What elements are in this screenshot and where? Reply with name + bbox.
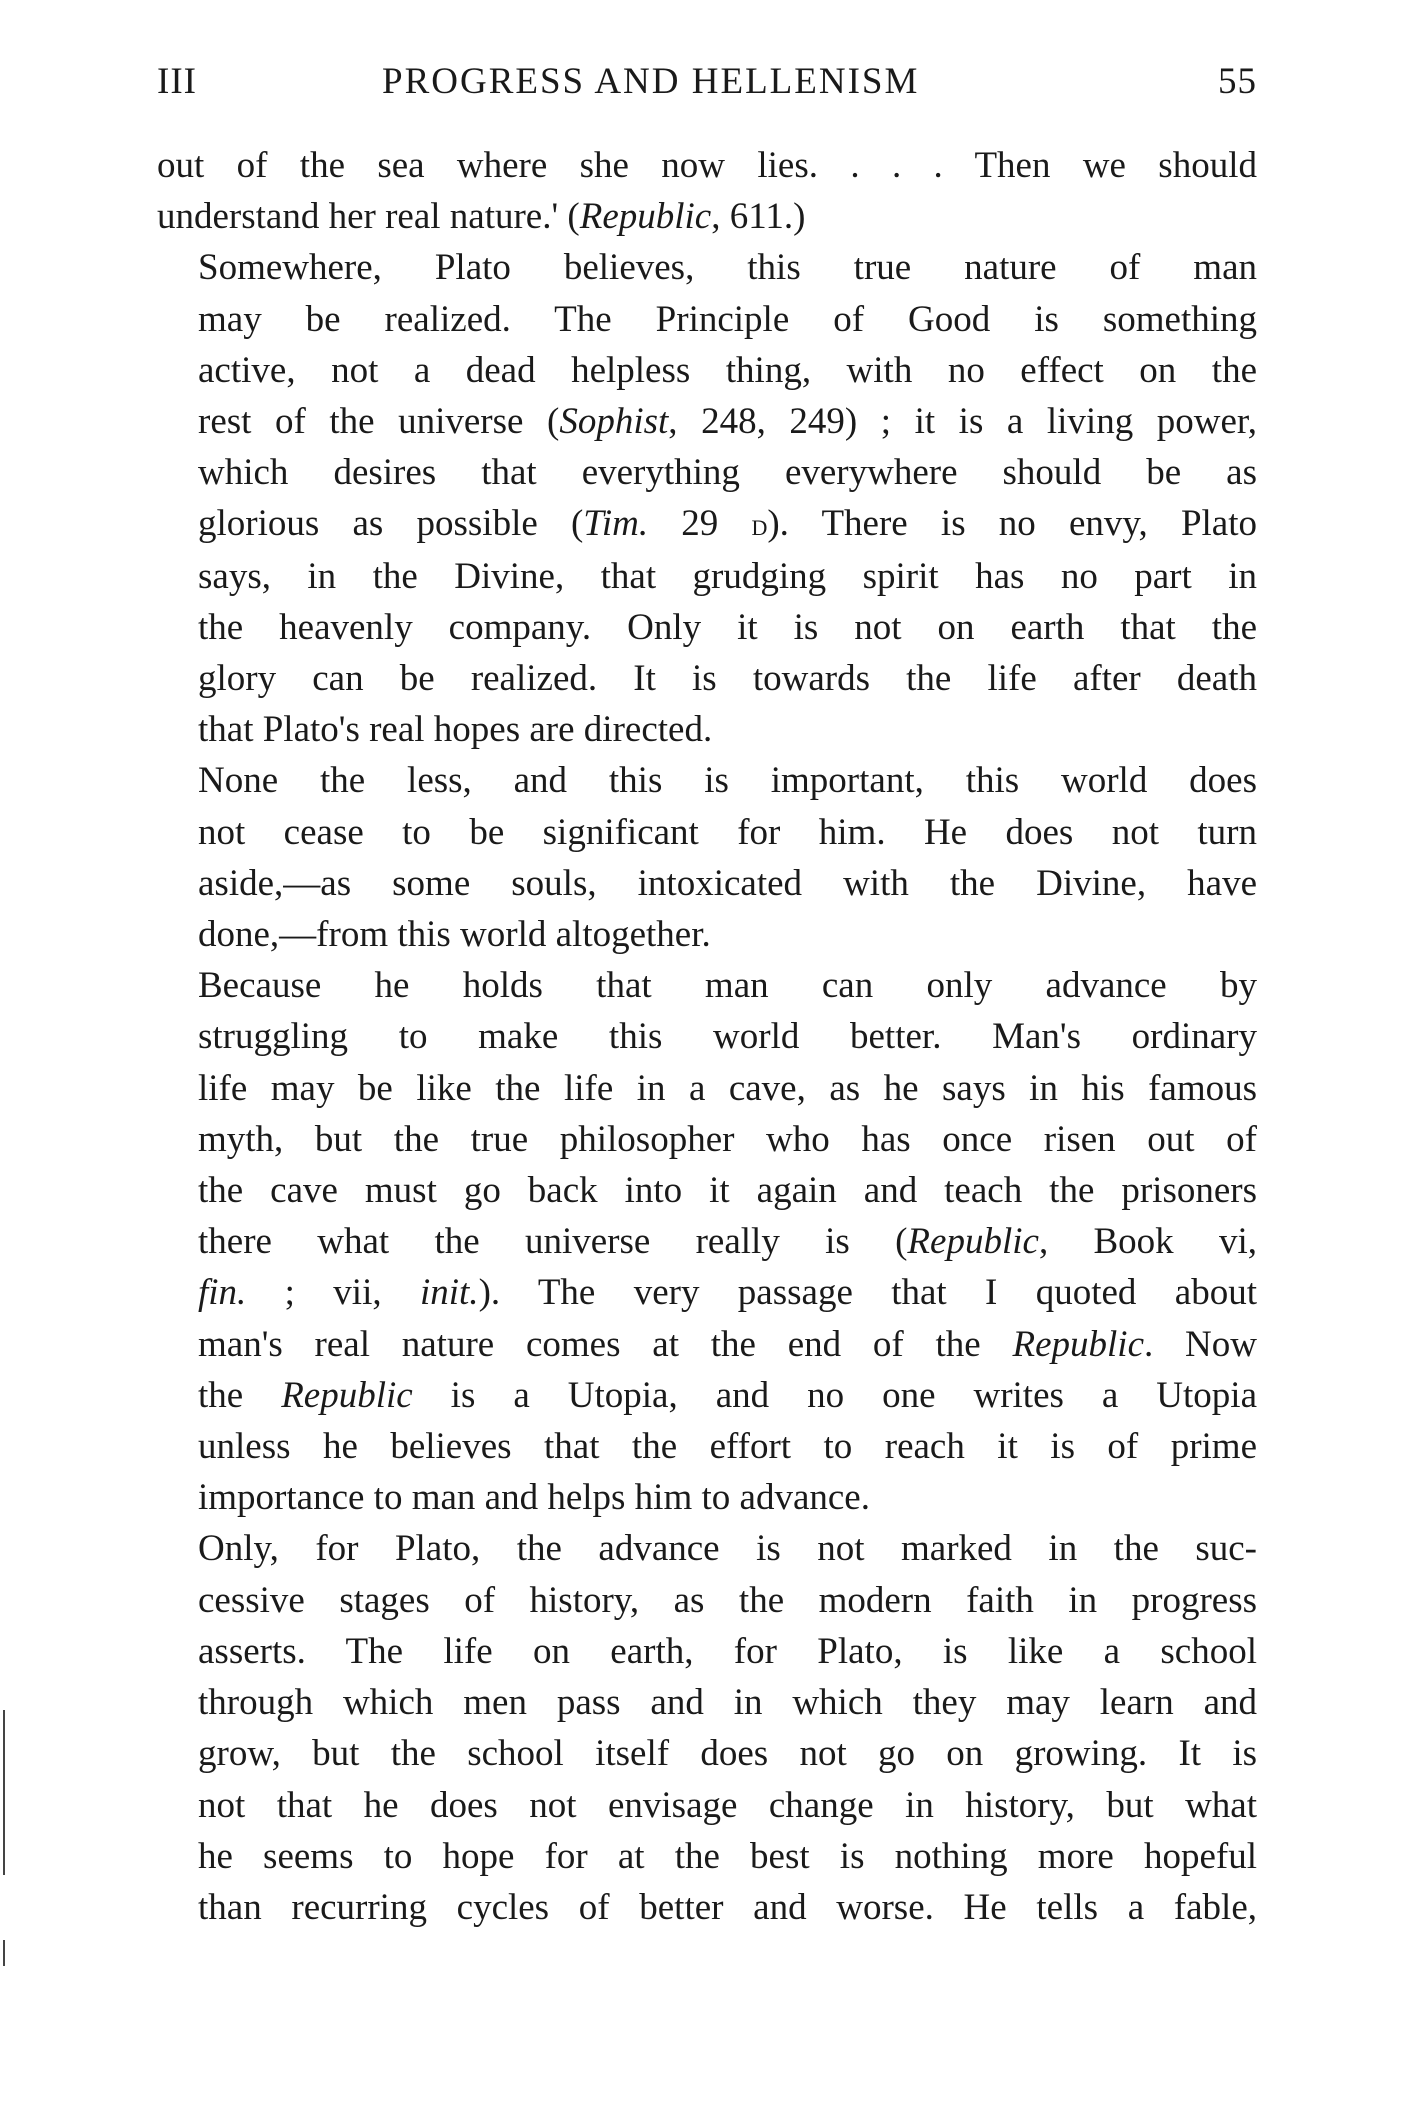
text-line: glory can be realized. It is towards the life after death: [198, 658, 1257, 700]
text-line: there what the universe really is (Republic, Book vi,: [198, 1221, 1257, 1263]
text-line: cessive stages of history, as the modern faith in progress: [198, 1579, 1257, 1621]
text-line: Only, for Plato, the advance is not marked in the suc-: [198, 1528, 1257, 1570]
text-line: glorious as possible (Tim. 29 d). There is no envy, Plato: [198, 503, 1257, 545]
text-line: not cease to be significant for him. He does not turn: [198, 811, 1257, 853]
text-line: the Republic is a Utopia, and no one writes a Utopia: [198, 1374, 1257, 1416]
text-line: importance to man and helps him to advance.: [198, 1477, 870, 1519]
margin-scan-mark: [3, 1710, 5, 1875]
running-head: [157, 60, 1257, 112]
text-line: the cave must go back into it again and teach the prisoners: [198, 1170, 1257, 1212]
running-title: PROGRESS AND HELLENISM: [382, 61, 920, 102]
paragraph: [157, 242, 1257, 755]
text-line: None the less, and this is important, this world does: [198, 760, 1257, 802]
text-line: man's real nature comes at the end of the Republic. Now: [198, 1323, 1257, 1365]
text-line: asserts. The life on earth, for Plato, is like a school: [198, 1630, 1257, 1672]
text-line: rest of the universe (Sophist, 248, 249) ; it is a living power,: [198, 401, 1257, 443]
paragraph: [157, 755, 1257, 960]
text-line: aside,—as some souls, intoxicated with the Divine, have: [198, 862, 1257, 904]
text-line: which desires that everything everywhere should be as: [198, 452, 1257, 494]
text-line: out of the sea where she now lies. . . . Then we should: [157, 145, 1257, 186]
paragraph: [157, 140, 1257, 242]
text-line: says, in the Divine, that grudging spirit has no part in: [198, 555, 1257, 597]
text-line: myth, but the true philosopher who has once risen out of: [198, 1118, 1257, 1160]
paragraph: [157, 960, 1257, 1523]
text-line: fin. ; vii, init.). The very passage that I quoted about: [198, 1272, 1257, 1314]
text-line: may be realized. The Principle of Good is something: [198, 298, 1257, 340]
text-line: Because he holds that man can only advance by: [198, 965, 1257, 1007]
text-line: life may be like the life in a cave, as he says in his famous: [198, 1067, 1257, 1109]
text-line: than recurring cycles of better and worse. He tells a fable,: [198, 1886, 1257, 1928]
text-line: struggling to make this world better. Man's ordinary: [198, 1016, 1257, 1058]
text-line: he seems to hope for at the best is nothing more hopeful: [198, 1835, 1257, 1877]
text-line: Somewhere, Plato believes, this true nature of man: [198, 247, 1257, 289]
body-text: [157, 140, 1257, 1933]
page-number: 55: [1218, 61, 1257, 102]
chapter-number: III: [157, 61, 197, 102]
text-line: the heavenly company. Only it is not on earth that the: [198, 606, 1257, 648]
text-line: unless he believes that the effort to reach it is of prime: [198, 1426, 1257, 1468]
text-line: grow, but the school itself does not go on growing. It is: [198, 1733, 1257, 1775]
margin-scan-mark: [3, 1940, 5, 1966]
text-line: active, not a dead helpless thing, with no effect on the: [198, 349, 1257, 391]
text-line: done,—from this world altogether.: [198, 914, 711, 956]
text-line: through which men pass and in which they may learn and: [198, 1682, 1257, 1724]
text-line: that Plato's real hopes are directed.: [198, 709, 713, 751]
paragraph: [157, 1523, 1257, 1933]
book-page: [157, 60, 1257, 1933]
text-line: not that he does not envisage change in history, but what: [198, 1784, 1257, 1826]
text-line: understand her real nature.' (Republic, 611.): [157, 196, 806, 238]
